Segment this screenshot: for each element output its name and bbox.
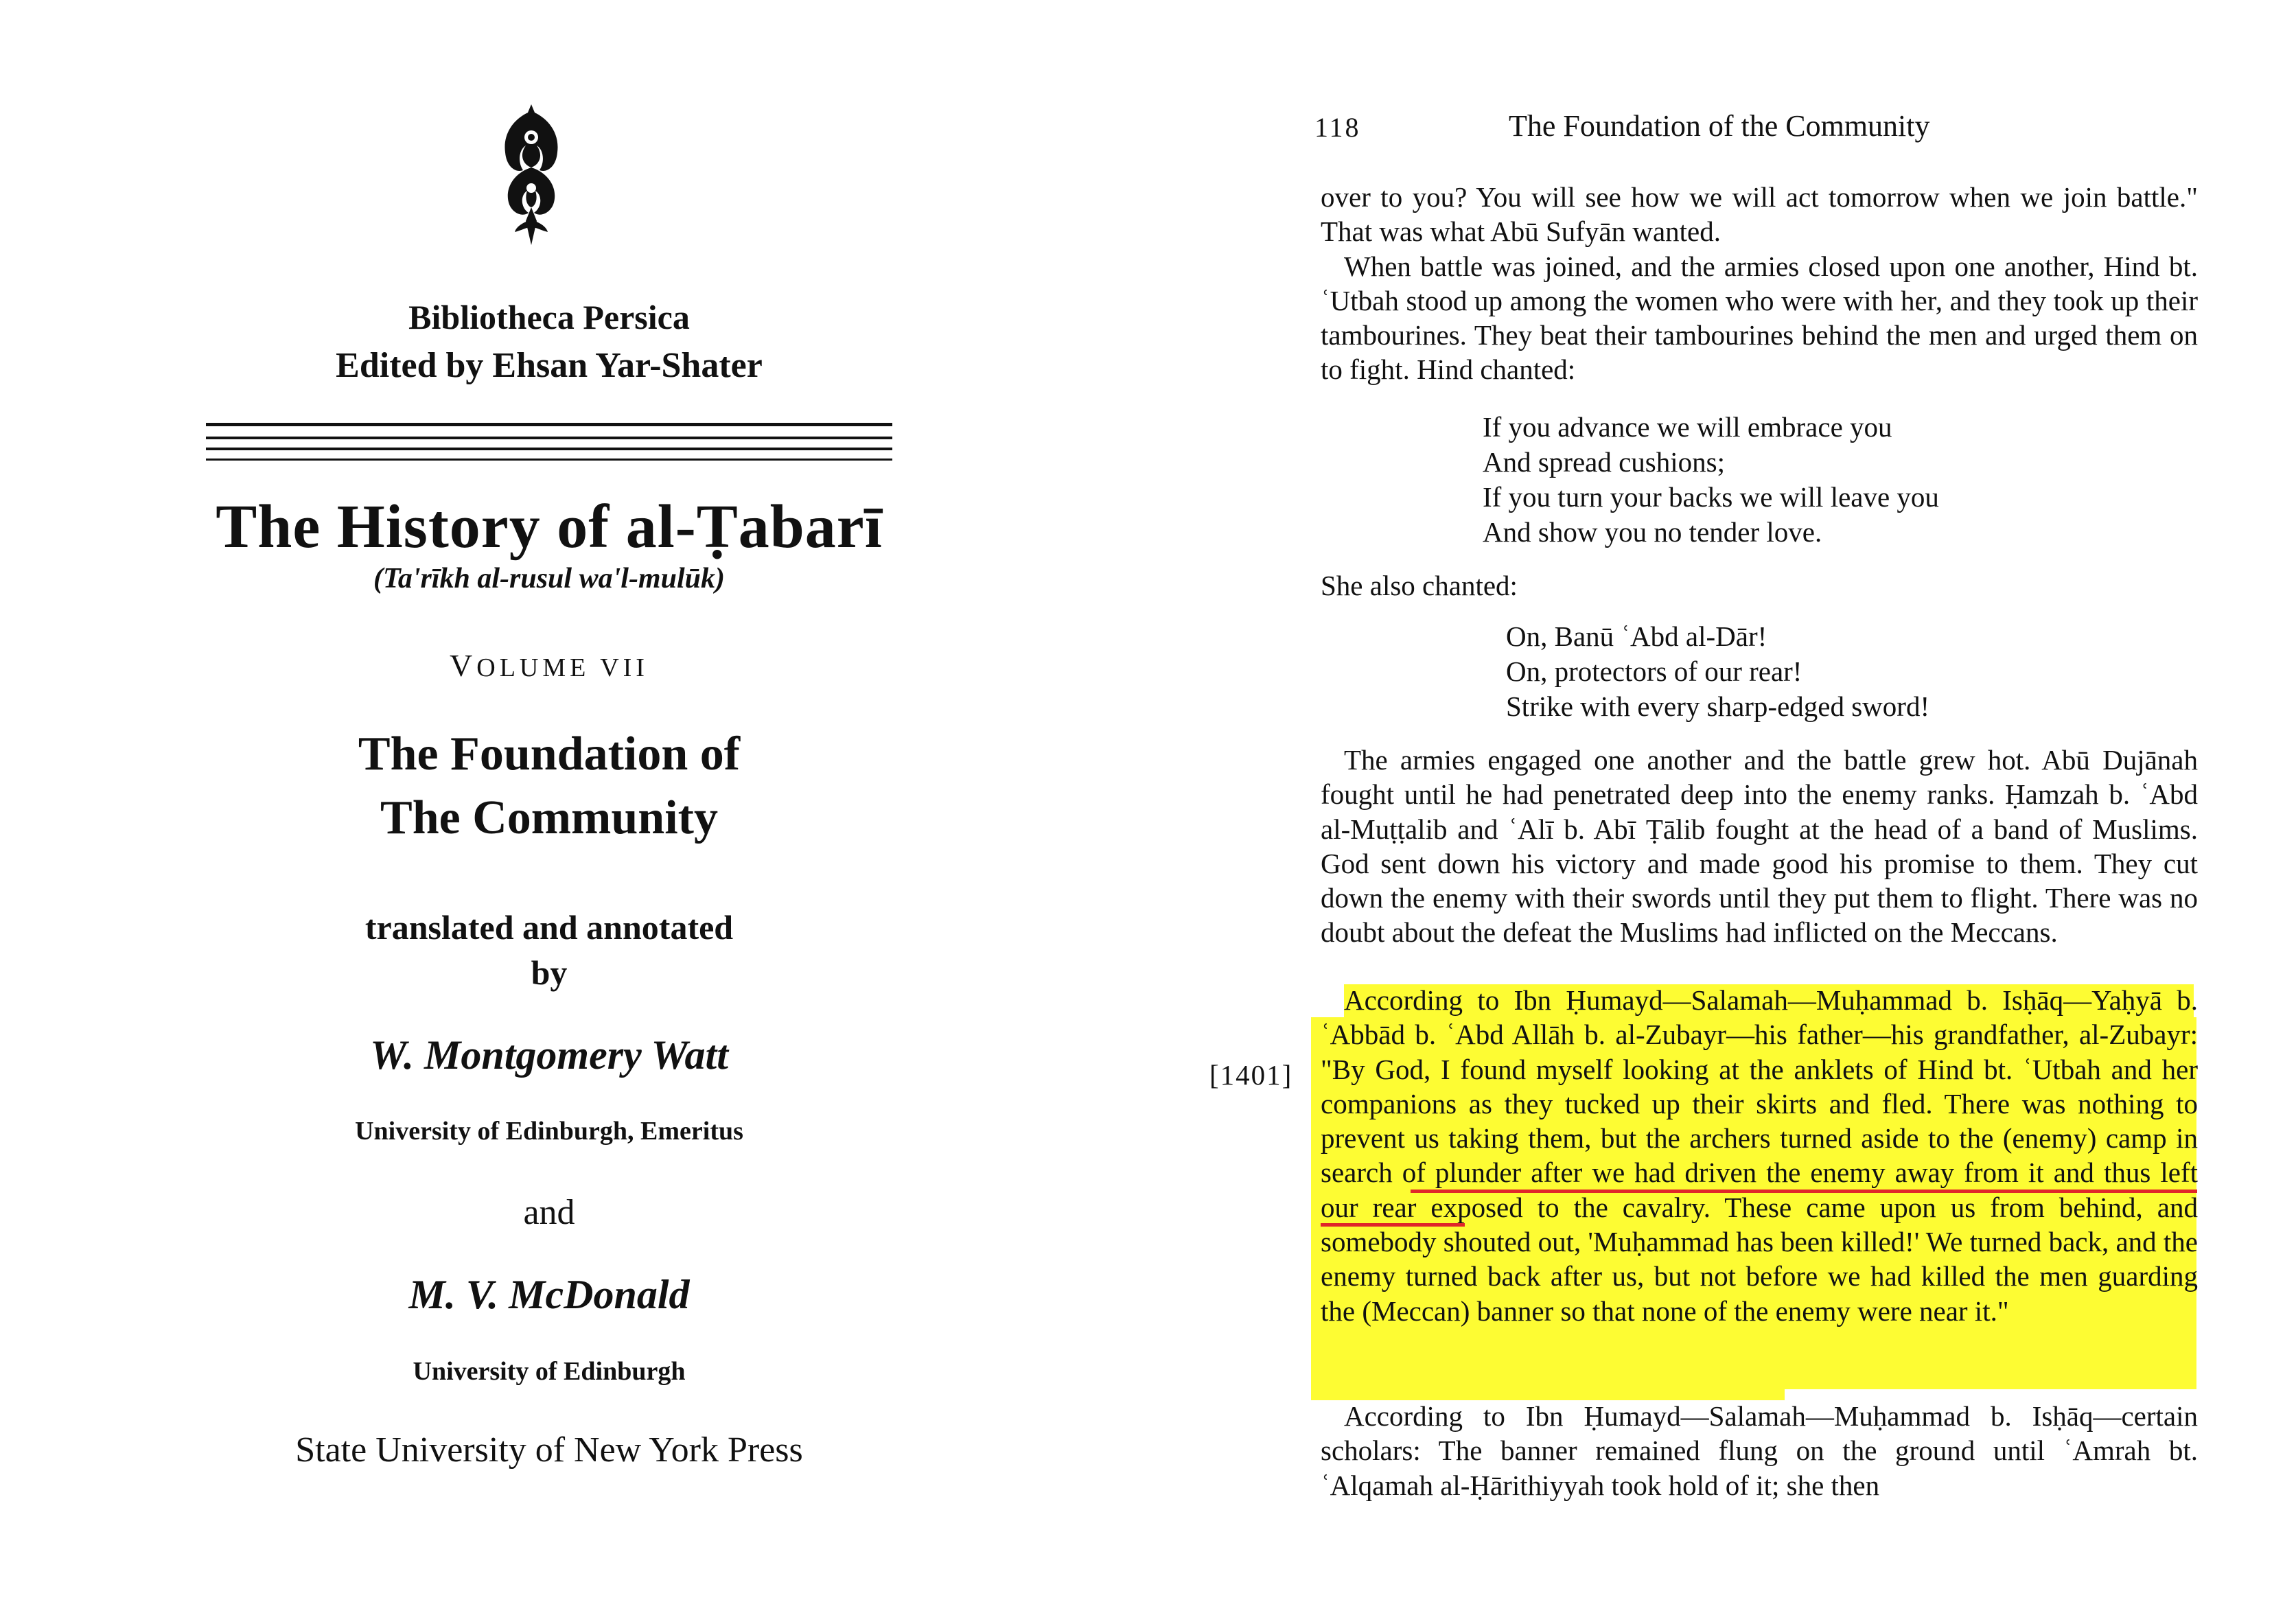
paragraph-text: over to you? You will see how we will act tomorrow when we join battle." That was what Abū Sufyān wanted.	[1321, 181, 2198, 248]
paragraph	[1321, 743, 2198, 950]
paragraph-text: She also chanted:	[1321, 570, 1518, 601]
paragraph-text: The armies engaged one another and the battle grew hot. Abū Dujānah fought until he had penetrated deep into the enemy ranks. Ḥamzah b. ʿAbd al-Muṭṭalib and ʿAlī b. Abī Ṭālib fought at the head of a band of Muslims. God sent down his victory and made good his promise to them. They cut down the enemy with their swords until they put them to flight. There was no doubt about the defeat the Muslims had inflicted on the Meccans.	[1321, 744, 2198, 949]
title-rule	[206, 423, 892, 426]
subject-line: The Foundation of	[358, 728, 741, 780]
title-rule	[206, 448, 892, 450]
conjunction: and	[523, 1193, 575, 1232]
volume-rest: OLUME VII	[476, 653, 649, 682]
book-subtitle: (Ta'rīkh al-rusul wa'l-mulūk)	[373, 563, 725, 594]
left-title-page	[0, 0, 1098, 1624]
running-head: The Foundation of the Community	[1509, 109, 1930, 143]
floral-ornament-icon	[498, 104, 564, 245]
volume-subject	[0, 722, 1098, 850]
volume-prefix: V	[450, 648, 477, 683]
author-affiliation: University of Edinburgh	[413, 1357, 686, 1386]
translated-line: by	[531, 953, 568, 992]
series-name: Bibliotheca Persica	[408, 298, 690, 336]
author-affiliation: University of Edinburgh, Emeritus	[355, 1117, 743, 1146]
publisher: State University of New York Press	[295, 1430, 803, 1470]
margin-page-reference: [1401]	[1209, 1059, 1293, 1091]
paragraph-text: According to Ibn Ḥumayd—Salamah—Muḥammad b. Isḥāq—certain scholars: The banner remained flung on the ground until ʿAmrah bt. ʿAlqamah al-Ḥārithiyyah took hold of it; she then	[1321, 1400, 2198, 1501]
paragraph-text: When battle was joined, and the armies closed upon one another, Hind bt. ʿUtbah stood up among the women who were with her, and they took up their tambourines. They beat their tambourines behind the men and urged them on to fight. Hind chanted:	[1321, 250, 2198, 386]
title-rule	[206, 437, 892, 439]
highlight-region	[1311, 1366, 1785, 1400]
subject-line: The Community	[380, 791, 718, 844]
translated-by	[0, 905, 1098, 995]
paragraph	[1321, 180, 2198, 387]
verse-line: On, protectors of our rear!	[1506, 656, 1802, 687]
paragraph	[1321, 1399, 2198, 1503]
title-rule	[206, 459, 892, 461]
verse-line: And show you no tender love.	[1483, 516, 1822, 548]
volume-label	[0, 647, 1098, 687]
translated-line: translated and annotated	[364, 908, 734, 947]
highlighted-paragraph	[1321, 983, 2198, 1328]
author-name: W. Montgomery Watt	[370, 1032, 728, 1078]
series-editor: Edited by Ehsan Yar-Shater	[336, 346, 763, 385]
verse-block	[1483, 410, 1939, 550]
paragraph-text: According to Ibn Ḥumayd—Salamah—Muḥammad b. Isḥāq—Yaḥyā b. ʿAbbād b. ʿAbd Allāh b. al-Zubayr—his father—his grandfather, al-Zubayr: "By God, I found myself looking at the anklets of Hind bt. ʿUtbah and her companions as they tucked up their skirts and fled. There was nothing to prevent us taking them, but the archers turned aside to the (enemy) camp in search of plunder after we had driven the enemy away from it and thus left our rear exposed to the cavalry. These came upon us from behind, and somebody shouted out, 'Muḥammad has been killed!' We turned back, and the enemy turned back after us, but not before we had killed the men guarding the (Meccan) banner so that none of the enemy were near it."	[1321, 984, 2199, 1327]
verse-line: And spread cushions;	[1483, 446, 1726, 478]
verse-line: Strike with every sharp-edged sword!	[1506, 691, 1930, 722]
page-number: 118	[1314, 112, 1361, 143]
verse-line: On, Banū ʿAbd al-Dār!	[1506, 620, 1767, 652]
verse-block	[1506, 619, 1929, 724]
author-name: M. V. McDonald	[408, 1272, 690, 1317]
verse-line: If you advance we will embrace you	[1483, 411, 1892, 443]
verse-line: If you turn your backs we will leave you	[1483, 481, 1939, 513]
book-title: The History of al-Ṭabarī	[216, 493, 883, 561]
